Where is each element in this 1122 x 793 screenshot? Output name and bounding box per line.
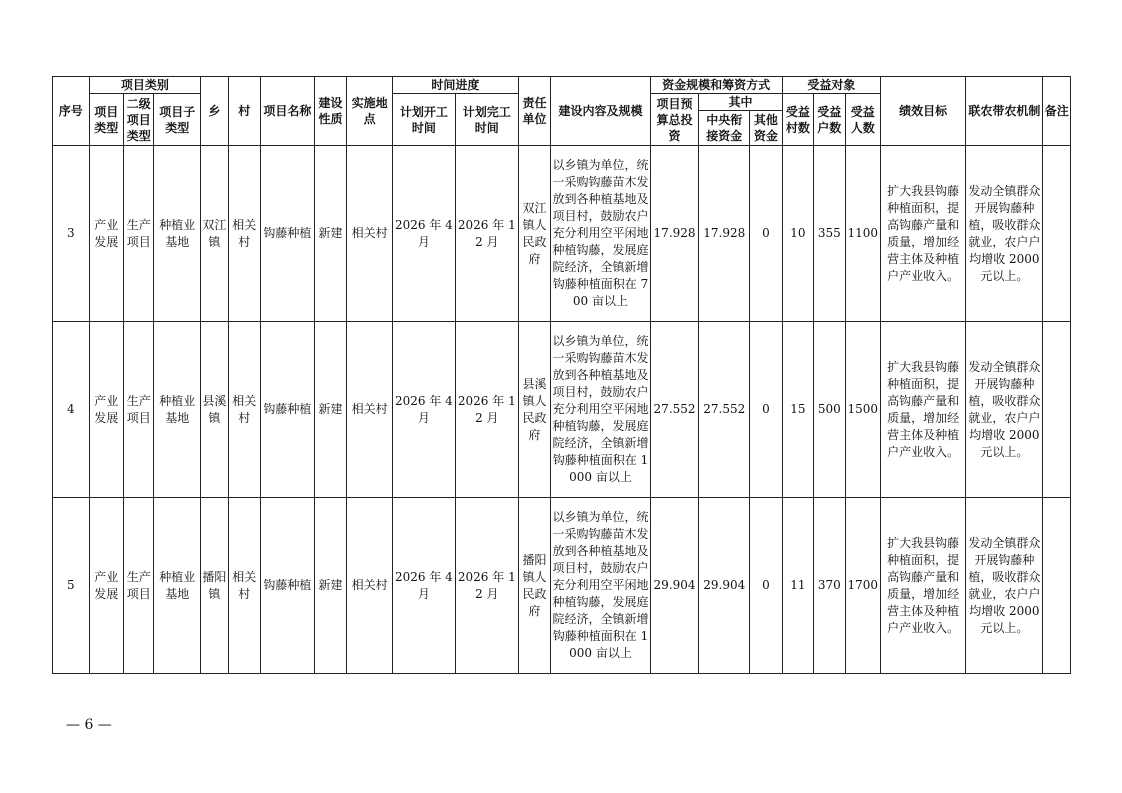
- cell-unit: 播阳镇人民政府: [518, 498, 550, 674]
- cell-central: 29.904: [699, 498, 750, 674]
- cell-content: 以乡镇为单位，统一采购钩藤苗木发放到各种植基地及项目村，鼓励农户充分利用空平闲地种植钩藤，发展庭院经济，全镇新增钩藤种植面积在 1000 亩以上: [551, 498, 650, 674]
- cell-unit: 县溪镇人民政府: [518, 322, 550, 498]
- cell-mechanism: 发动全镇群众开展钩藤种植，吸收群众就业，农户户均增收 2000 元以上。: [966, 146, 1043, 322]
- header-end: 计划完工时间: [455, 94, 518, 146]
- cell-mechanism: 发动全镇群众开展钩藤种植，吸收群众就业，农户户均增收 2000 元以上。: [966, 498, 1043, 674]
- cell-project-name: 钩藤种植: [261, 322, 315, 498]
- table-row: [53, 146, 1071, 322]
- header-content: 建设内容及规模: [551, 77, 650, 146]
- header-location: 实施地点: [347, 77, 393, 146]
- cell-villages: 15: [782, 322, 813, 498]
- cell-project-name: 钩藤种植: [261, 498, 315, 674]
- header-other: 其他资金: [750, 111, 782, 146]
- table-row: [53, 322, 1071, 498]
- header-start: 计划开工时间: [392, 94, 455, 146]
- cell-other: 0: [750, 498, 782, 674]
- cell-location: 相关村: [347, 322, 393, 498]
- header-central: 中央衔接资金: [699, 111, 750, 146]
- cell-village: 相关村: [228, 146, 260, 322]
- cell-start: 2026 年 4 月: [392, 322, 455, 498]
- cell-township: 播阳镇: [201, 498, 228, 674]
- cell-village: 相关村: [228, 322, 260, 498]
- cell-target: 扩大我县钩藤种植面积，提高钩藤产量和质量，增加经营主体及种植户产业收入。: [881, 322, 966, 498]
- table-row: [53, 498, 1071, 674]
- header-households: 受益户数: [814, 94, 845, 146]
- cell-project-type: 产业发展: [89, 498, 124, 674]
- cell-villages: 11: [782, 498, 813, 674]
- cell-villages: 10: [782, 146, 813, 322]
- header-target: 绩效目标: [881, 77, 966, 146]
- page-number: — 6 —: [66, 717, 112, 733]
- cell-sub-type: 种植业基地: [154, 146, 201, 322]
- cell-sub-type2: 生产项目: [124, 498, 154, 674]
- cell-target: 扩大我县钩藤种植面积，提高钩藤产量和质量，增加经营主体及种植户产业收入。: [881, 146, 966, 322]
- cell-sub-type2: 生产项目: [124, 322, 154, 498]
- cell-target: 扩大我县钩藤种植面积，提高钩藤产量和质量，增加经营主体及种植户产业收入。: [881, 498, 966, 674]
- cell-construction: 新建: [314, 146, 346, 322]
- header-sub-type2: 二级项目类型: [124, 94, 154, 146]
- cell-project-name: 钩藤种植: [261, 146, 315, 322]
- header-category-group: 项目类别: [89, 77, 201, 94]
- header-construction: 建设性质: [314, 77, 346, 146]
- header-villages: 受益村数: [782, 94, 813, 146]
- cell-township: 县溪镇: [201, 322, 228, 498]
- header-mechanism: 联农带农机制: [966, 77, 1043, 146]
- header-fund-group: 资金规模和筹资方式: [650, 77, 782, 94]
- cell-people: 1100: [845, 146, 881, 322]
- header-township: 乡: [201, 77, 228, 146]
- header-village: 村: [228, 77, 260, 146]
- cell-remark: [1043, 322, 1071, 498]
- cell-sub-type2: 生产项目: [124, 146, 154, 322]
- header-among: 其中: [699, 94, 782, 111]
- project-table: [52, 76, 1071, 674]
- cell-other: 0: [750, 322, 782, 498]
- cell-central: 17.928: [699, 146, 750, 322]
- header-remark: 备注: [1043, 77, 1071, 146]
- cell-other: 0: [750, 146, 782, 322]
- header-budget: 项目预算总投资: [650, 94, 699, 146]
- cell-sub-type: 种植业基地: [154, 322, 201, 498]
- cell-township: 双江镇: [201, 146, 228, 322]
- cell-central: 27.552: [699, 322, 750, 498]
- header-beneficiary-group: 受益对象: [782, 77, 880, 94]
- cell-people: 1500: [845, 322, 881, 498]
- cell-remark: [1043, 146, 1071, 322]
- cell-end: 2026 年 12 月: [455, 146, 518, 322]
- cell-households: 500: [814, 322, 845, 498]
- cell-location: 相关村: [347, 498, 393, 674]
- cell-end: 2026 年 12 月: [455, 498, 518, 674]
- header-project-name: 项目名称: [261, 77, 315, 146]
- cell-mechanism: 发动全镇群众开展钩藤种植，吸收群众就业，农户户均增收 2000 元以上。: [966, 322, 1043, 498]
- header-schedule-group: 时间进度: [392, 77, 518, 94]
- cell-households: 370: [814, 498, 845, 674]
- cell-people: 1700: [845, 498, 881, 674]
- cell-remark: [1043, 498, 1071, 674]
- cell-village: 相关村: [228, 498, 260, 674]
- cell-content: 以乡镇为单位，统一采购钩藤苗木发放到各种植基地及项目村，鼓励农户充分利用空平闲地种植钩藤，发展庭院经济，全镇新增钩藤种植面积在 1000 亩以上: [551, 322, 650, 498]
- cell-project-type: 产业发展: [89, 146, 124, 322]
- cell-content: 以乡镇为单位，统一采购钩藤苗木发放到各种植基地及项目村，鼓励农户充分利用空平闲地种植钩藤，发展庭院经济，全镇新增钩藤种植面积在 700 亩以上: [551, 146, 650, 322]
- cell-sub-type: 种植业基地: [154, 498, 201, 674]
- header-people: 受益人数: [845, 94, 881, 146]
- header-seq: 序号: [53, 77, 90, 146]
- header-sub-type: 项目子类型: [154, 94, 201, 146]
- header-project-type: 项目类型: [89, 94, 124, 146]
- cell-seq: 4: [53, 322, 90, 498]
- cell-seq: 3: [53, 146, 90, 322]
- cell-budget: 29.904: [650, 498, 699, 674]
- cell-seq: 5: [53, 498, 90, 674]
- cell-project-type: 产业发展: [89, 322, 124, 498]
- cell-households: 355: [814, 146, 845, 322]
- cell-end: 2026 年 12 月: [455, 322, 518, 498]
- cell-construction: 新建: [314, 322, 346, 498]
- cell-start: 2026 年 4 月: [392, 146, 455, 322]
- cell-unit: 双江镇人民政府: [518, 146, 550, 322]
- cell-construction: 新建: [314, 498, 346, 674]
- cell-budget: 17.928: [650, 146, 699, 322]
- header-unit: 责任单位: [518, 77, 550, 146]
- cell-location: 相关村: [347, 146, 393, 322]
- cell-start: 2026 年 4 月: [392, 498, 455, 674]
- cell-budget: 27.552: [650, 322, 699, 498]
